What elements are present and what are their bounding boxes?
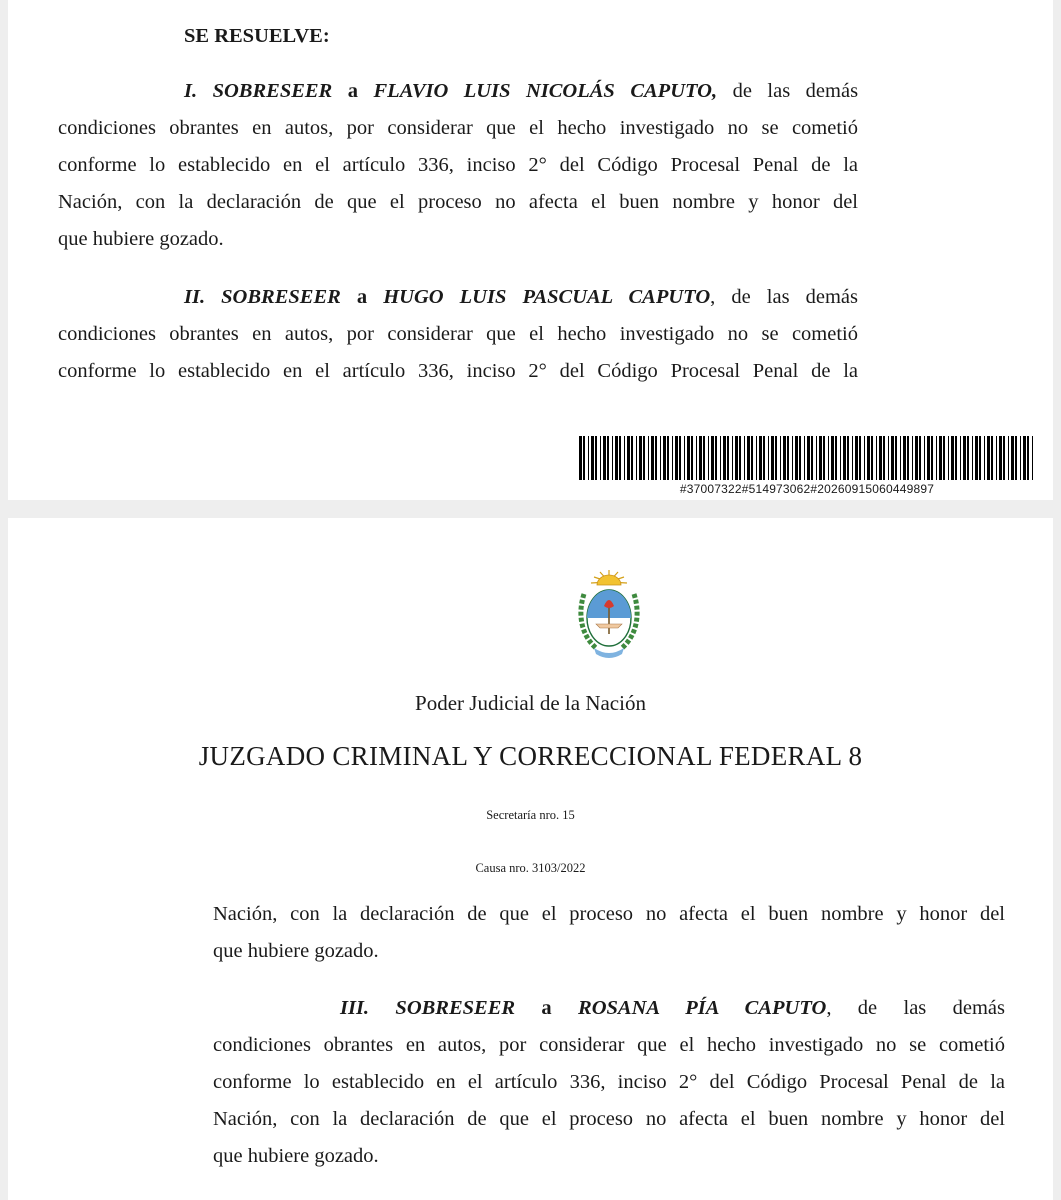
item-3-a: a	[541, 997, 552, 1019]
item-2-a: a	[356, 286, 368, 308]
item-2-lead: II. SOBRESEER	[184, 286, 341, 308]
causa-number: Causa nro. 3103/2022	[475, 861, 586, 875]
document-page-2	[8, 518, 1053, 1200]
item-1-line-3: conforme lo establecido en el artículo 336, inciso 2° del Código Procesal Penal de la	[58, 154, 858, 176]
item-1-rest: de las demás	[732, 80, 859, 102]
item-2-first-line	[184, 279, 858, 315]
item-3-name: ROSANA PÍA CAPUTO	[578, 997, 827, 1019]
barcode-number: #37007322#514973062#20260915060449897	[679, 482, 935, 496]
item-3-line-5: que hubiere gozado.	[213, 1145, 379, 1167]
item-1-name: FLAVIO LUIS NICOLÁS CAPUTO,	[373, 80, 718, 102]
continuation-line-2: que hubiere gozado.	[213, 940, 379, 962]
item-3-first-line	[340, 990, 1005, 1026]
item-3-line-3: conforme lo establecido en el artículo 336, inciso 2° del Código Procesal Penal de la	[213, 1071, 1005, 1093]
item-1-lead: I. SOBRESEER	[184, 80, 333, 102]
continuation-line-1: Nación, con la declaración de que el proceso no afecta el buen nombre y honor del	[213, 903, 1005, 925]
item-2-line-2: condiciones obrantes en autos, por considerar que el hecho investigado no se cometió	[58, 323, 858, 345]
item-1-line-5: que hubiere gozado.	[58, 228, 224, 250]
document-page-1	[8, 0, 1053, 500]
resolution-heading: SE RESUELVE:	[184, 25, 330, 47]
item-3-line-2: condiciones obrantes en autos, por considerar que el hecho investigado no se cometió	[213, 1034, 1005, 1056]
barcode-icon	[577, 436, 1037, 480]
item-1-line-4: Nación, con la declaración de que el proceso no afecta el buen nombre y honor del	[58, 191, 858, 213]
item-2-name: HUGO LUIS PASCUAL CAPUTO	[383, 286, 711, 308]
secretaria-number: Secretaría nro. 15	[486, 808, 575, 822]
item-2-line-3: conforme lo establecido en el artículo 336, inciso 2° del Código Procesal Penal de la	[58, 360, 858, 382]
item-2-rest: , de las demás	[710, 286, 858, 308]
court-name: JUZGADO CRIMINAL Y CORRECCIONAL FEDERAL 8	[198, 741, 863, 771]
item-3-line-4: Nación, con la declaración de que el proceso no afecta el buen nombre y honor del	[213, 1108, 1005, 1130]
item-3-rest: , de las demás	[826, 997, 1005, 1019]
item-3-lead: III. SOBRESEER	[340, 997, 516, 1019]
argentina-coat-of-arms-icon	[576, 568, 642, 664]
item-1-line-2: condiciones obrantes en autos, por considerar que el hecho investigado no se cometió	[58, 117, 858, 139]
item-1-a: a	[347, 80, 358, 102]
item-1-first-line	[184, 73, 858, 109]
organization-name: Poder Judicial de la Nación	[415, 691, 646, 715]
